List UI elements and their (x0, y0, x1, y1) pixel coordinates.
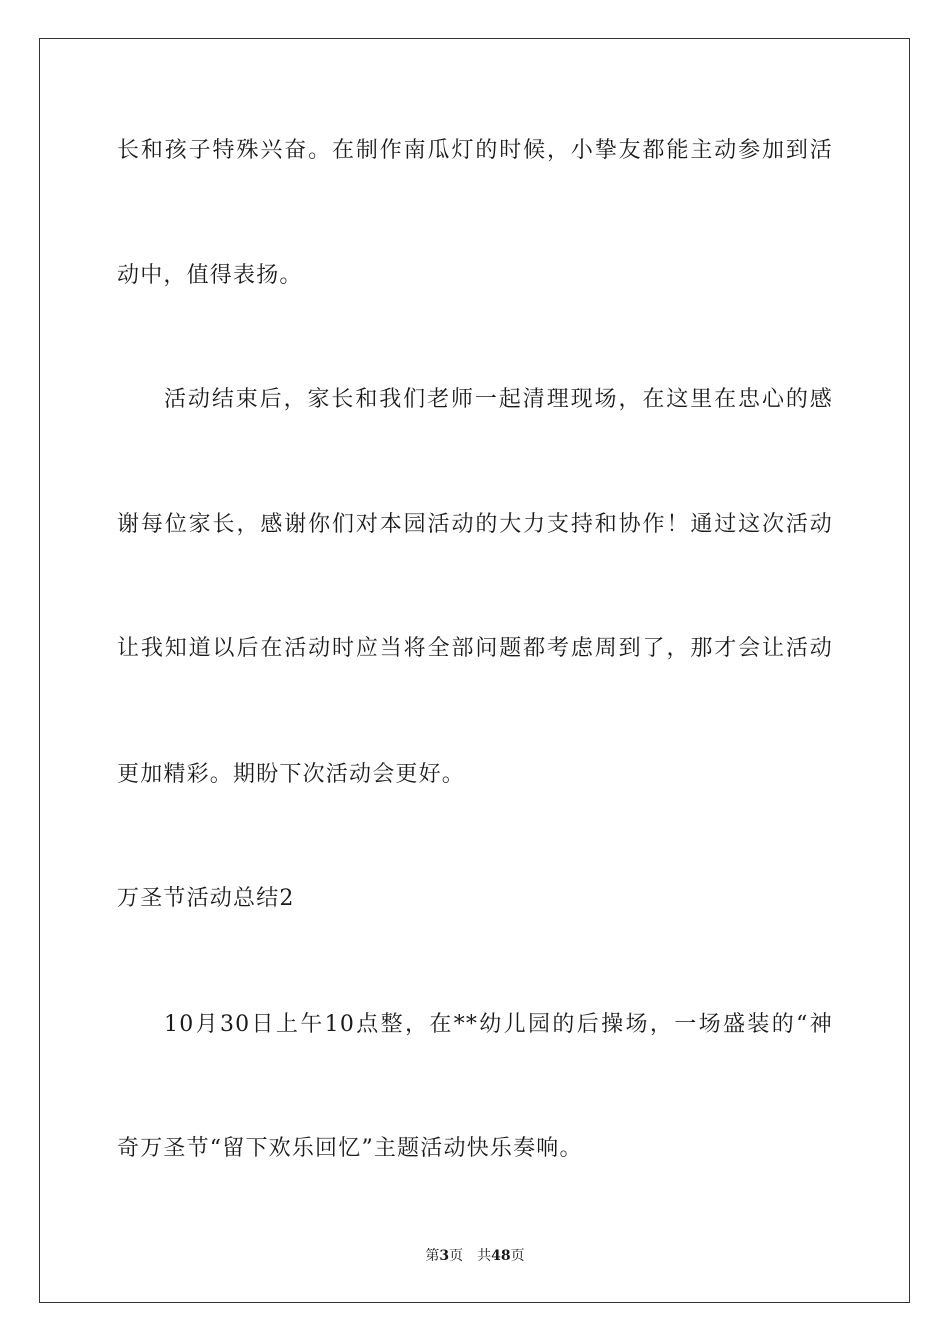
footer-page-number: 3 (439, 1248, 450, 1264)
paragraph-start-line: 活动结束后，家长和我们老师一起清理现场，在这里在忠心的感 (164, 387, 833, 412)
body-text-line: 更加精彩。期盼下次活动会更好。 (117, 762, 466, 787)
body-text-line: 奇万圣节“留下欢乐回忆”主题活动快乐奏响。 (117, 1136, 583, 1161)
footer-page-prefix: 第 (425, 1248, 440, 1264)
body-text-line: 动中，值得表扬。 (117, 263, 303, 288)
page-frame (39, 38, 910, 1303)
body-text-line: 让我知道以后在活动时应当将全部问题都考虑周到了，那才会让活动 (117, 636, 833, 661)
footer-total-pages: 48 (491, 1248, 511, 1264)
page-footer (0, 1246, 950, 1266)
footer-total-suffix: 页 (510, 1248, 525, 1264)
section-heading: 万圣节活动总结2 (117, 886, 295, 911)
footer-page-suffix: 页 (449, 1248, 464, 1264)
body-text-line: 谢每位家长，感谢你们对本园活动的大力支持和协作！通过这次活动 (117, 512, 833, 537)
body-text-line: 长和孩子特殊兴奋。在制作南瓜灯的时候，小挚友都能主动参加到活 (117, 138, 833, 163)
footer-total-prefix: 共 (477, 1248, 492, 1264)
paragraph-start-line: 10月30日上午10点整，在**幼儿园的后操场，一场盛装的“神 (164, 1012, 833, 1037)
